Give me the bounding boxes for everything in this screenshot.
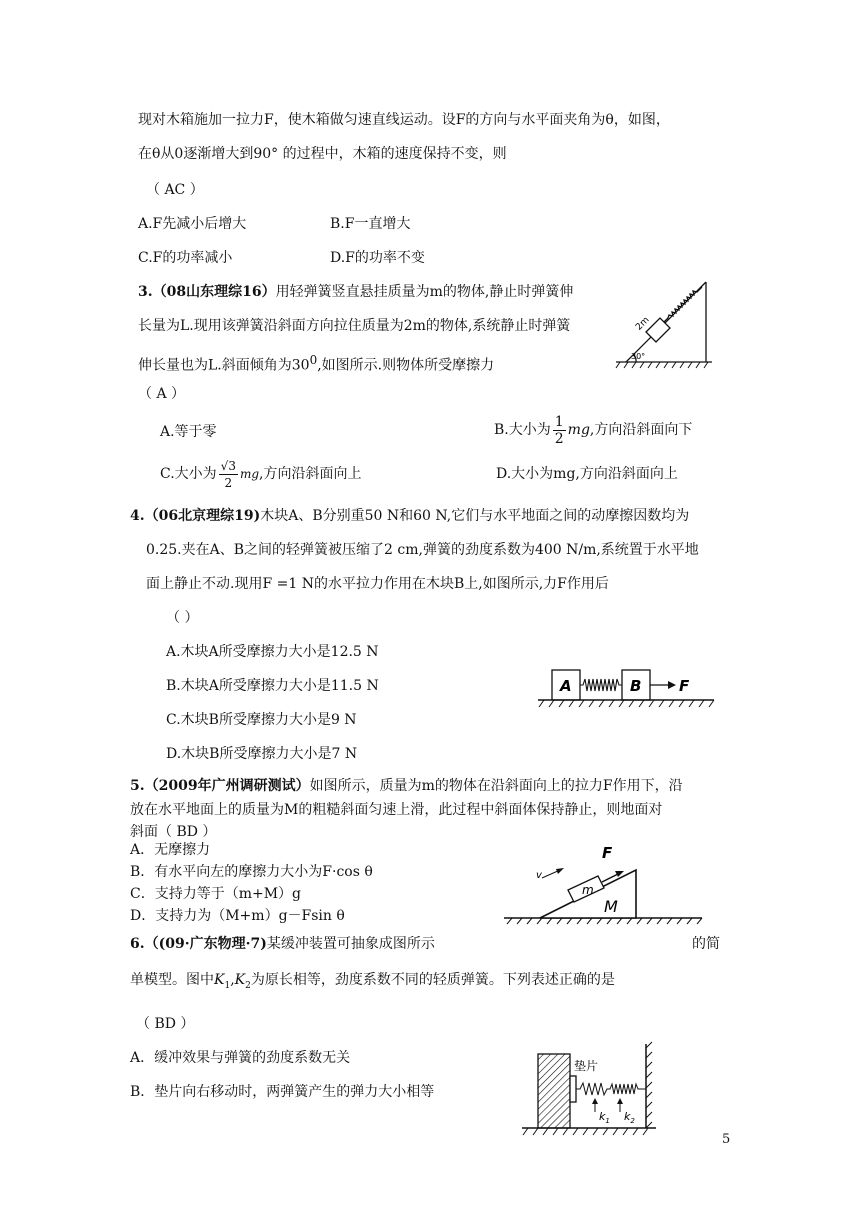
q3-opt-c-pre: C.大小为 xyxy=(160,466,217,482)
q4-fig-label-f: F xyxy=(679,677,690,695)
q3-opt-b-post: ,方向沿斜面向下 xyxy=(589,422,693,438)
q3-stem-line3 xyxy=(138,350,494,376)
q4-fig-label-a: A xyxy=(560,677,572,695)
q3-opt-c-mg: mg xyxy=(239,467,260,481)
q6-fig-k1-label xyxy=(599,1110,610,1125)
q3-answer: （ A ） xyxy=(138,386,186,402)
q5-option-d: D．支持力为（M+m）g－Fsin θ xyxy=(130,908,345,924)
q2-option-d: D.F的功率不变 xyxy=(330,250,425,266)
q4-stem-line1 xyxy=(130,506,689,526)
q3-option-a: A.等于零 xyxy=(160,424,217,440)
q6-text2a: 单模型。图中 xyxy=(130,972,214,988)
q4-option-c: C.木块B所受摩擦力大小是9 N xyxy=(166,712,357,728)
q3-option-d: D.大小为mg,方向沿斜面向上 xyxy=(496,466,678,482)
q3-stem-line1 xyxy=(138,282,573,302)
q6-fig-k2-label xyxy=(624,1110,635,1125)
q6-source: 6.（(09·广东物理·7) xyxy=(130,936,267,952)
q5-fig-large-mass-label: M xyxy=(604,897,618,916)
q6-k-sep: , xyxy=(230,972,235,988)
q6-text2b: 为原长相等，劲度系数不同的轻质弹簧。下列表述正确的是 xyxy=(250,972,615,988)
q4-source: 4.（06北京理综19) xyxy=(130,508,261,524)
q6-fig-k2: k xyxy=(624,1110,631,1123)
q6-buffer-figure xyxy=(522,1040,662,1140)
q6-text1b: 的简 xyxy=(692,936,720,952)
q3-opt-b-fraction xyxy=(553,414,566,447)
q2-line2: 在θ从0逐渐增大到90° 的过程中，木箱的速度保持不变，则 xyxy=(138,146,507,162)
q4-blocks-figure xyxy=(536,664,716,714)
q3-option-b xyxy=(494,412,692,448)
q6-k1-sub: 1 xyxy=(224,980,231,991)
q3-opt-c-num: √3 xyxy=(220,458,236,473)
q3-text3b: ,如图所示.则物体所受摩擦力 xyxy=(317,357,495,374)
q3-opt-c-den: 2 xyxy=(224,475,233,490)
q5-option-c: C．支持力等于（m+M）g xyxy=(130,886,302,902)
q6-stem-line2 xyxy=(130,970,615,996)
q2-option-a: A.F先减小后增大 xyxy=(138,216,247,232)
q5-fig-force-label: F xyxy=(602,844,613,862)
q4-option-d: D.木块B所受摩擦力大小是7 N xyxy=(166,746,358,762)
q2-line1: 现对木箱施加一拉力F，使木箱做匀速直线运动。设F的方向与水平面夹角为θ，如图， xyxy=(138,112,670,128)
q4-fig-label-b: B xyxy=(630,677,642,695)
q5-incline-figure xyxy=(504,836,704,926)
q3-opt-b-mg: mg xyxy=(567,422,590,438)
q5-stem-line3: 斜面（ BD ） xyxy=(130,824,217,840)
q5-fig-small-mass-label: m xyxy=(582,883,594,897)
q4-option-b: B.木块A所受摩擦力大小是11.5 N xyxy=(166,678,379,694)
q3-text3a: 伸长量也为L.斜面倾角为30 xyxy=(138,357,310,374)
q3-opt-c-fraction xyxy=(219,458,238,491)
q6-fig-k2-sub: 2 xyxy=(630,1117,635,1125)
q3-text1: 用轻弹簧竖直悬挂质量为m的物体,静止时弹簧伸 xyxy=(275,284,574,300)
q3-incline-figure xyxy=(612,276,716,370)
q3-opt-b-den: 2 xyxy=(554,430,564,447)
q6-stem-line1 xyxy=(130,934,435,954)
q5-stem-line1 xyxy=(130,776,683,796)
q2-option-b: B.F一直增大 xyxy=(330,216,411,232)
q3-option-c xyxy=(160,456,361,492)
page-number: 5 xyxy=(722,1132,731,1147)
q3-opt-b-num: 1 xyxy=(554,413,564,430)
q5-stem-line2: 放在水平地面上的质量为M的粗糙斜面匀速上滑，此过程中斜面体保持静止，则地面对 xyxy=(130,802,663,818)
q3-stem-line2: 长量为L.现用该弹簧沿斜面方向拉住质量为2m的物体,系统静止时弹簧 xyxy=(138,318,571,334)
q6-answer: （ BD ） xyxy=(136,1016,195,1032)
q3-opt-b-pre: B.大小为 xyxy=(494,422,551,438)
q4-stem-line2: 0.25.夹在A、B之间的轻弹簧被压缩了2 cm,弹簧的劲度系数为400 N/m,系统置于水平地 xyxy=(146,542,699,558)
q2-option-c: C.F的功率减小 xyxy=(138,250,233,266)
q4-text1: 木块A、B分别重50 N和60 N,它们与水平地面之间的动摩擦因数均为 xyxy=(260,508,690,524)
q4-answer: （ ） xyxy=(166,610,199,626)
q4-stem-line3: 面上静止不动.现用F =1 N的水平拉力作用在木块B上,如图所示,力F作用后 xyxy=(146,576,609,592)
q3-opt-c-post: ,方向沿斜面向上 xyxy=(259,466,362,482)
q5-text1: 如图所示，质量为m的物体在沿斜面向上的拉力F作用下，沿 xyxy=(309,778,683,794)
q6-k2: K xyxy=(234,972,246,988)
q6-fig-k1-sub: 1 xyxy=(605,1117,610,1125)
q6-k1: K xyxy=(214,972,225,988)
q6-option-a: A．缓冲效果与弹簧的劲度系数无关 xyxy=(130,1050,351,1066)
q5-source: 5.（2009年广州调研测试） xyxy=(130,778,310,794)
q6-k2-sub: 2 xyxy=(245,980,251,991)
q4-option-a: A.木块A所受摩擦力大小是12.5 N xyxy=(166,644,379,660)
q5-option-a: A．无摩擦力 xyxy=(130,842,211,858)
q5-fig-velocity-label: v xyxy=(536,870,542,881)
q3-fig-mass-label: 2m xyxy=(634,315,652,333)
q5-option-b: B．有水平向左的摩擦力大小为F·cos θ xyxy=(130,864,373,880)
q2-answer: （ AC ） xyxy=(146,182,204,198)
q6-fig-k1: k xyxy=(599,1110,606,1123)
q3-fig-angle-label: 30° xyxy=(631,352,646,361)
q6-option-b: B．垫片向右移动时，两弹簧产生的弹力大小相等 xyxy=(130,1084,435,1100)
q6-text1a: 某缓冲装置可抽象成图所示 xyxy=(266,936,435,952)
q3-degree-sup: 0 xyxy=(309,353,318,367)
q6-fig-pad-label: 垫片 xyxy=(574,1059,599,1073)
q3-source: 3.（08山东理综16） xyxy=(138,284,276,300)
